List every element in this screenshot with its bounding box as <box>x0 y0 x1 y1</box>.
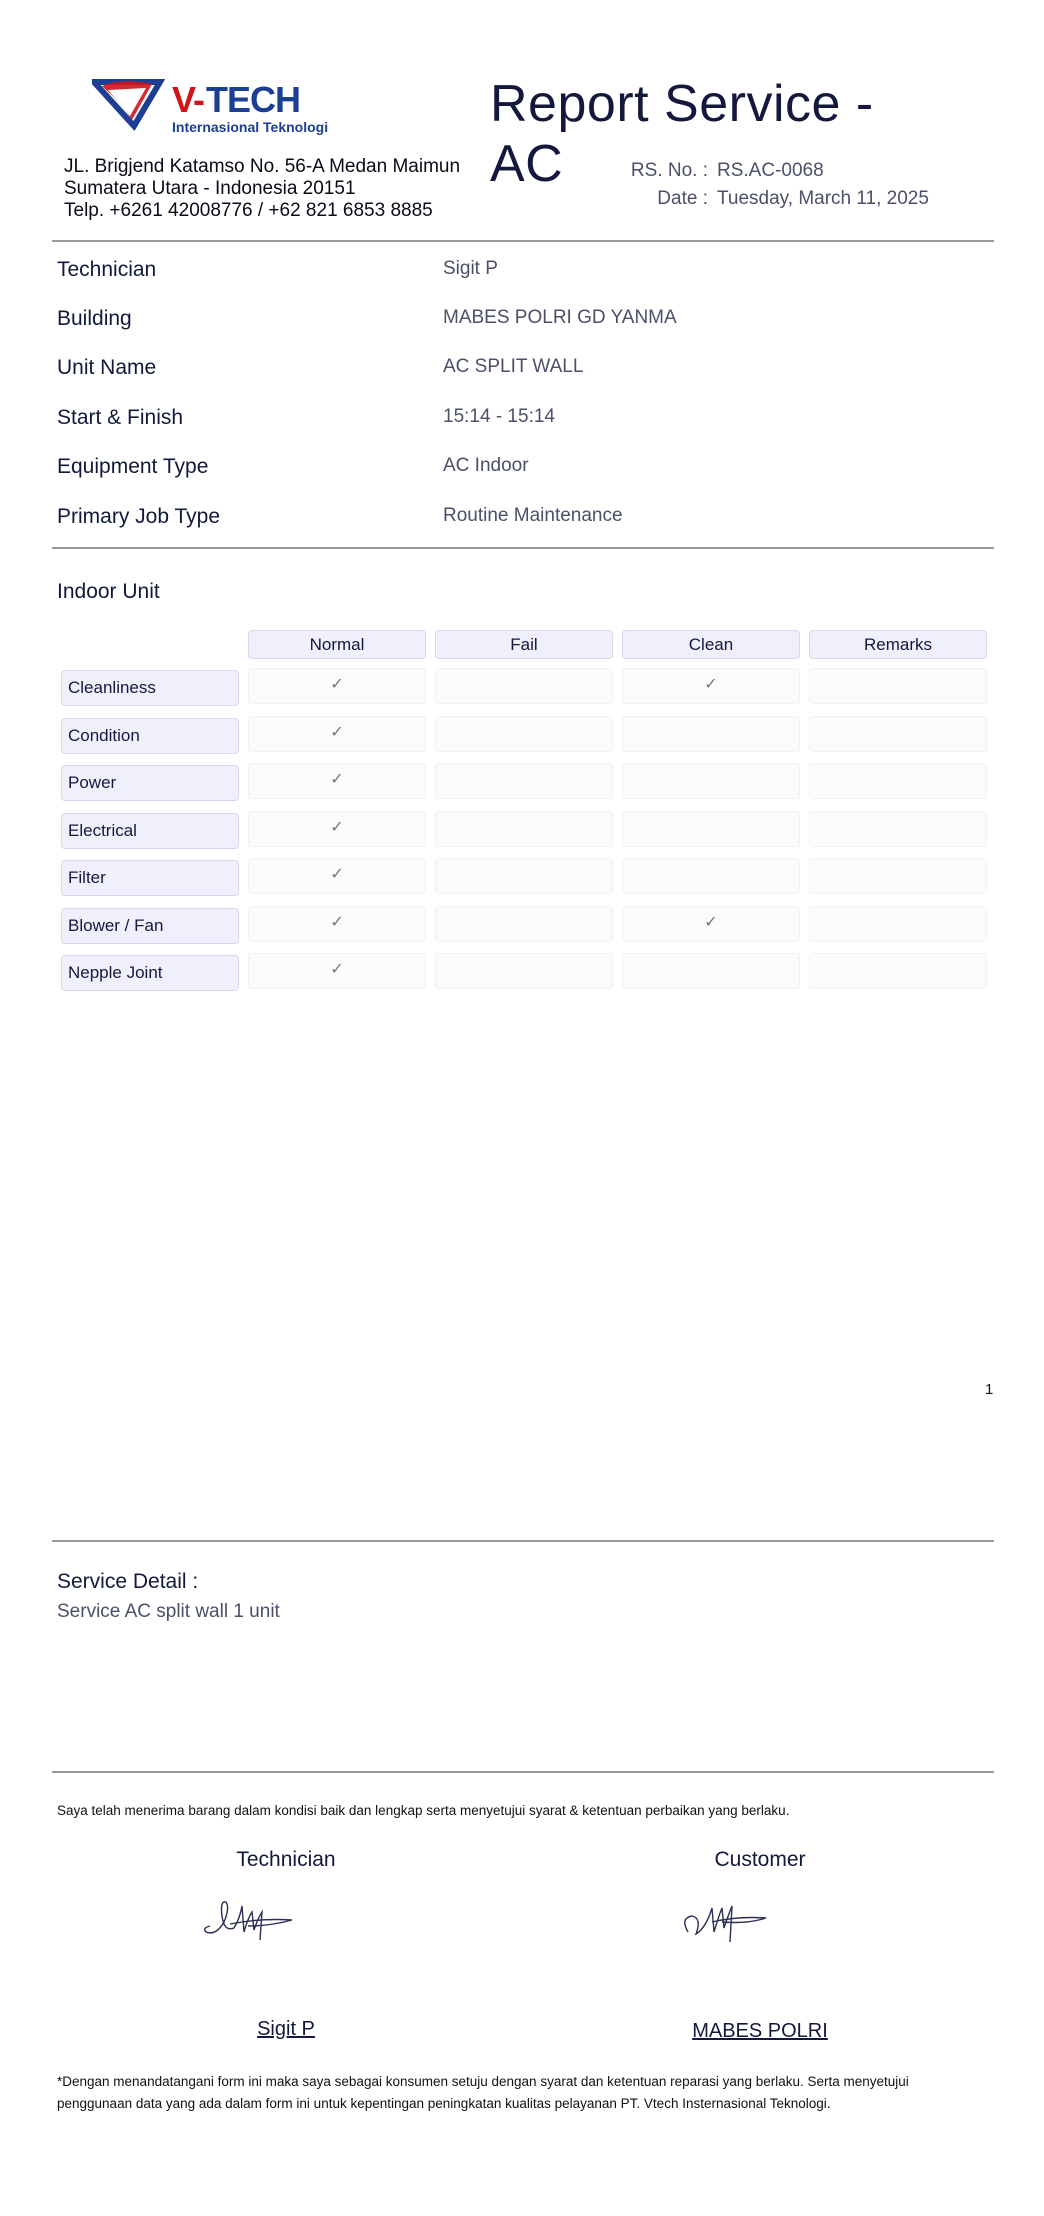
checklist-row-label: Condition <box>61 718 239 754</box>
checklist-cell-clean: ✓ <box>622 668 800 704</box>
phone-line: Telp. +6261 42008776 / +62 821 6853 8885 <box>64 200 433 221</box>
divider <box>52 1540 994 1542</box>
company-logo <box>92 74 332 140</box>
column-header-fail: Fail <box>435 630 613 659</box>
divider <box>52 547 994 549</box>
checklist-cell-fail <box>435 906 613 942</box>
checklist-row-label: Nepple Joint <box>61 955 239 991</box>
checklist-cell-fail <box>435 668 613 704</box>
building-label: Building <box>57 307 132 330</box>
service-detail-title: Service Detail : <box>57 1570 199 1593</box>
checklist-cell-normal: ✓ <box>248 858 426 894</box>
report-title: Report Service - AC <box>490 75 874 193</box>
checklist-cell-normal: ✓ <box>248 906 426 942</box>
checklist-cell-normal: ✓ <box>248 763 426 799</box>
checklist-cell-remarks <box>809 763 987 799</box>
technician-signature-role: Technician <box>236 1848 336 1871</box>
page-number: 1 <box>985 1381 994 1398</box>
technician-name: Sigit P <box>257 2018 315 2040</box>
checklist-cell-normal: ✓ <box>248 716 426 752</box>
checklist-cell-normal: ✓ <box>248 953 426 989</box>
checklist-row-label: Filter <box>61 860 239 896</box>
column-header-clean: Clean <box>622 630 800 659</box>
svg-text:Internasional Teknologi: Internasional Teknologi <box>172 119 329 135</box>
checklist-row-label: Blower / Fan <box>61 908 239 944</box>
checklist-cell-fail <box>435 716 613 752</box>
logo-mark <box>92 74 332 140</box>
svg-text:TECH: TECH <box>206 79 300 120</box>
column-header-remarks: Remarks <box>809 630 987 659</box>
divider <box>52 240 994 242</box>
unit-name-value: AC SPLIT WALL <box>443 356 584 377</box>
checklist-row-label: Cleanliness <box>61 670 239 706</box>
checklist-cell-normal: ✓ <box>248 668 426 704</box>
service-detail-text: Service AC split wall 1 unit <box>57 1601 280 1622</box>
technician-signature <box>200 1888 300 1948</box>
address-line: JL. Brigjend Katamso No. 56-A Medan Maimun <box>64 156 461 177</box>
footer-disclaimer: *Dengan menandatangani form ini maka saya sebagai konsumen setuju dengan syarat dan ketentuan reparasi yang berlaku. Serta menyetujui <box>57 2074 909 2089</box>
checklist-cell-fail <box>435 811 613 847</box>
checklist-cell-clean <box>622 953 800 989</box>
checklist-cell-fail <box>435 858 613 894</box>
checklist-cell-remarks <box>809 906 987 942</box>
consent-statement: Saya telah menerima barang dalam kondisi baik dan lengkap serta menyetujui syarat & ketentuan perbaikan yang berlaku. <box>57 1803 790 1818</box>
job-type-label: Primary Job Type <box>57 505 221 528</box>
start-finish-value: 15:14 - 15:14 <box>443 406 555 427</box>
checklist-cell-remarks <box>809 668 987 704</box>
unit-name-label: Unit Name <box>57 356 157 379</box>
checklist-cell-fail <box>435 953 613 989</box>
building-value: MABES POLRI GD YANMA <box>443 307 677 328</box>
technician-label: Technician <box>57 258 157 281</box>
checklist-cell-remarks <box>809 858 987 894</box>
checklist-cell-normal: ✓ <box>248 811 426 847</box>
footer-disclaimer: penggunaan data yang ada dalam form ini untuk kepentingan peningkatan kualitas pelayanan PT. Vtech Insternasional Teknologi. <box>57 2096 831 2111</box>
checklist-cell-clean <box>622 811 800 847</box>
checklist-row-label: Electrical <box>61 813 239 849</box>
date-value: Tuesday, March 11, 2025 <box>717 188 929 209</box>
job-type-value: Routine Maintenance <box>443 505 623 526</box>
checklist-cell-remarks <box>809 811 987 847</box>
customer-name: MABES POLRI <box>692 2020 828 2042</box>
divider <box>52 1771 994 1773</box>
checklist-cell-clean: ✓ <box>622 906 800 942</box>
checklist-cell-fail <box>435 763 613 799</box>
equipment-type-value: AC Indoor <box>443 455 529 476</box>
customer-signature <box>676 1888 776 1948</box>
rs-number-label: RS. No. : <box>630 160 708 181</box>
checklist-cell-clean <box>622 763 800 799</box>
equipment-type-label: Equipment Type <box>57 455 209 478</box>
start-finish-label: Start & Finish <box>57 406 184 429</box>
rs-number-value: RS.AC-0068 <box>717 160 824 181</box>
checklist-cell-remarks <box>809 953 987 989</box>
checklist-cell-clean <box>622 858 800 894</box>
date-label: Date : <box>657 188 708 209</box>
indoor-unit-title: Indoor Unit <box>57 580 160 603</box>
checklist-cell-remarks <box>809 716 987 752</box>
technician-value: Sigit P <box>443 258 498 279</box>
checklist-row-label: Power <box>61 765 239 801</box>
column-header-normal: Normal <box>248 630 426 659</box>
customer-signature-role: Customer <box>714 1848 806 1871</box>
svg-text:V-: V- <box>172 79 205 120</box>
address-line: Sumatera Utara - Indonesia 20151 <box>64 178 356 199</box>
checklist-cell-clean <box>622 716 800 752</box>
